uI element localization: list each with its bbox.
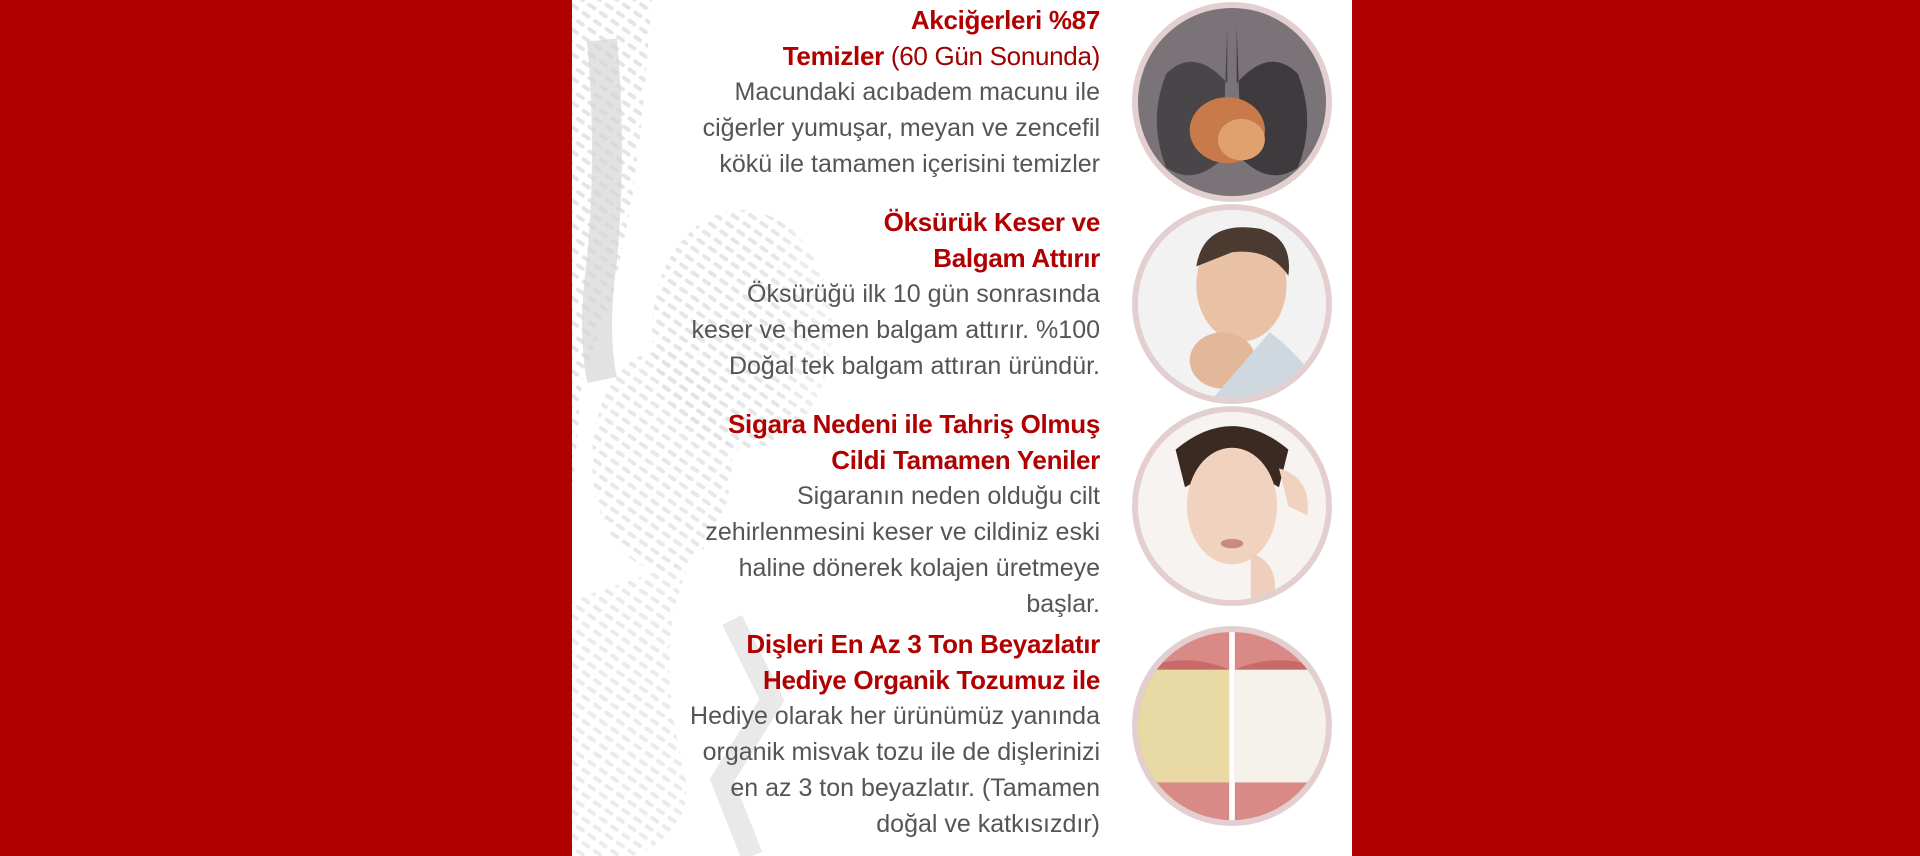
feature-text	[680, 204, 1100, 384]
title-line: Akciğerleri %87	[910, 5, 1100, 35]
feature-description: Hediye olarak her ürünümüz yanında organik misvak tozu ile de dişlerinizi en az 3 ton beyazlatır. (Tamamen doğal ve katkısızdır)	[690, 702, 1100, 838]
feature-title	[680, 204, 1100, 276]
feature-text	[680, 2, 1100, 182]
title-line: Hediye Organik Tozumuz ile	[762, 665, 1100, 695]
title-line: Cildi Tamamen Yeniler	[831, 445, 1100, 475]
title-subtitle: (60 Gün Sonunda)	[890, 41, 1100, 71]
feature-description: Macundaki acıbadem macunu ile ciğerler yumuşar, meyan ve zencefil kökü ile tamamen içerisini temizler	[702, 78, 1100, 178]
feature-description: Sigaranın neden olduğu cilt zehirlenmesini keser ve cildiniz eski haline dönerek kolajen üretmeye başlar.	[705, 482, 1100, 618]
woman-face-photo	[1132, 406, 1332, 606]
title-line: Sigara Nedeni ile Tahriş Olmuş	[728, 409, 1100, 439]
feature-title	[680, 406, 1100, 478]
title-line: Temizler	[782, 41, 884, 71]
feature-text	[680, 626, 1100, 842]
feature-title	[680, 626, 1100, 698]
teeth-before-after-photo	[1132, 626, 1332, 826]
lungs-photo	[1132, 2, 1332, 202]
feature-text	[680, 406, 1100, 622]
feature-description: Öksürüğü ilk 10 gün sonrasında keser ve hemen balgam attırır. %100 Doğal tek balgam attıran üründür.	[691, 280, 1100, 380]
title-line: Balgam Attırır	[933, 243, 1100, 273]
feature-title	[680, 2, 1100, 74]
content-panel	[572, 0, 1352, 856]
coughing-man-photo	[1132, 204, 1332, 404]
title-line: Öksürük Keser ve	[883, 207, 1100, 237]
title-line: Dişleri En Az 3 Ton Beyazlatır	[746, 629, 1100, 659]
